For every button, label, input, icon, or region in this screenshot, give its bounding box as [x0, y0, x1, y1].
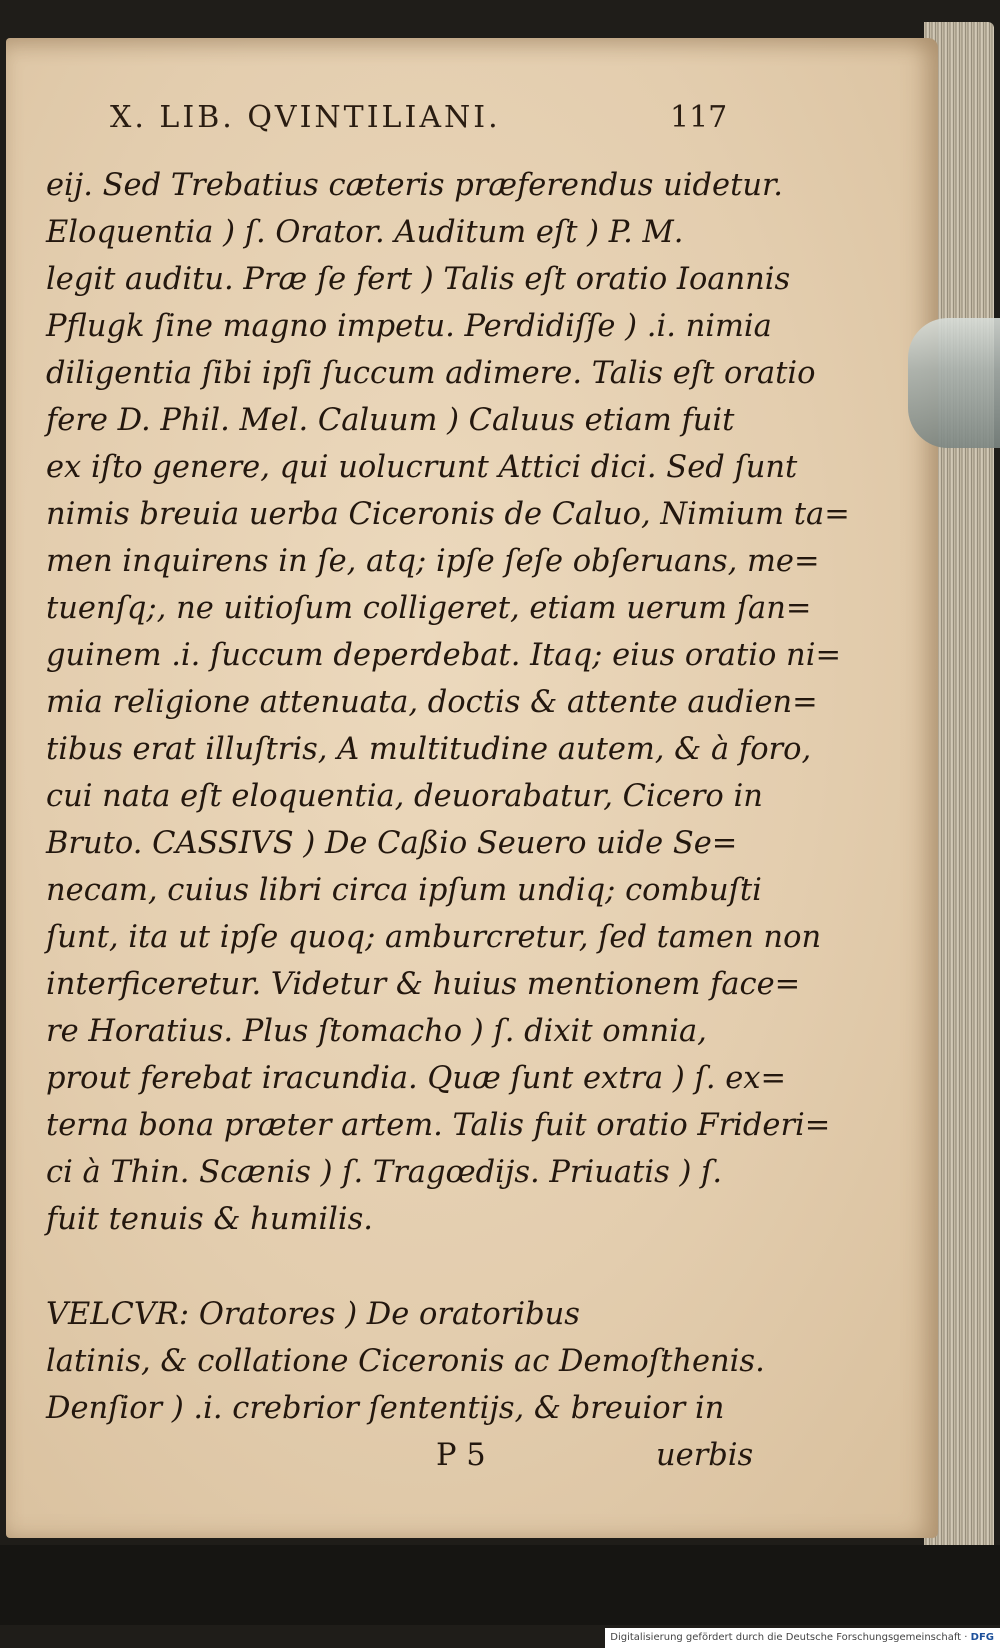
page-clip [908, 318, 1000, 448]
text-line: Eloquentia ) ſ. Orator. Auditum eſt ) P. M. [46, 215, 684, 250]
text-line: men inquirens in ſe, atq; ipſe ſeſe obſeruans, me= [46, 544, 820, 579]
text-line: ex iſto genere, qui uolucrunt Attici dici. Sed ſunt [46, 450, 798, 485]
text-line: Bruto. CASSIVS ) De Caßio Seuero uide Se= [46, 826, 738, 861]
text-line: guinem .i. ſuccum deperdebat. Itaq; eius oratio ni= [46, 638, 842, 673]
text-line: latinis, & collatione Ciceronis ac Demoſthenis. [46, 1344, 765, 1379]
catchword: uerbis [656, 1438, 754, 1473]
text-line: re Horatius. Plus ſtomacho ) ſ. dixit omnia, [46, 1014, 707, 1049]
text-line: cui nata eſt eloquentia, deuorabatur, Cicero in [46, 779, 763, 814]
text-line: prout ferebat iracundia. Quæ ſunt extra ) ſ. ex= [46, 1061, 787, 1096]
text-line: tuenſq;, ne uitioſum colligeret, etiam uerum ſan= [46, 591, 812, 626]
text-line: fuit tenuis & humilis. [46, 1202, 373, 1237]
text-line: ſunt, ita ut ipſe quoq; amburcretur, ſed tamen non [46, 920, 822, 955]
text-line: Pflugk ſine magno impetu. Perdidiſſe ) .i. nimia [46, 309, 772, 344]
text-line: nimis breuia uerba Ciceronis de Caluo, Nimium ta= [46, 497, 850, 532]
text-line: interficeretur. Videtur & huius mentionem face= [46, 967, 801, 1002]
book-cover-edge [0, 1545, 1000, 1625]
page-number: 117 [670, 100, 728, 135]
dfg-logo: DFG [970, 1632, 994, 1643]
text-line: eij. Sed Trebatius cæteris præferendus uidetur. [46, 168, 783, 203]
text-line: tibus erat illuſtris, A multitudine autem, & à foro, [46, 732, 812, 767]
text-line: ci à Thin. Scænis ) ſ. Tragœdijs. Priuatis ) ſ. [46, 1155, 723, 1190]
credit-text: Digitalisierung gefördert durch die Deutsche Forschungsgemeinschaft · [610, 1632, 968, 1643]
text-line: Denſior ) .i. crebrior ſententijs, & breuior in [46, 1391, 725, 1426]
text-line: necam, cuius libri circa ipſum undiq; combuſti [46, 873, 762, 908]
text-line: terna bona præter artem. Talis fuit oratio Frideri= [46, 1108, 831, 1143]
text-line: diligentia ſibi ipſi ſuccum adimere. Talis eſt oratio [46, 356, 816, 391]
body-text [46, 162, 850, 1479]
paragraph-gap [46, 1243, 736, 1291]
signature-mark: P 5 [436, 1438, 486, 1473]
text-line: VELCVR: Oratores ) De oratoribus [46, 1297, 580, 1332]
text-line: fere D. Phil. Mel. Caluum ) Caluus etiam fuit [46, 403, 735, 438]
text-line: legit auditu. Præ ſe fert ) Talis eſt oratio Ioannis [46, 262, 791, 297]
signature-line [46, 1432, 754, 1479]
digitization-credit [605, 1628, 1000, 1648]
text-line: mia religione attenuata, doctis & attente audien= [46, 685, 818, 720]
running-title: X. LIB. QVINTILIANI. [110, 100, 501, 135]
